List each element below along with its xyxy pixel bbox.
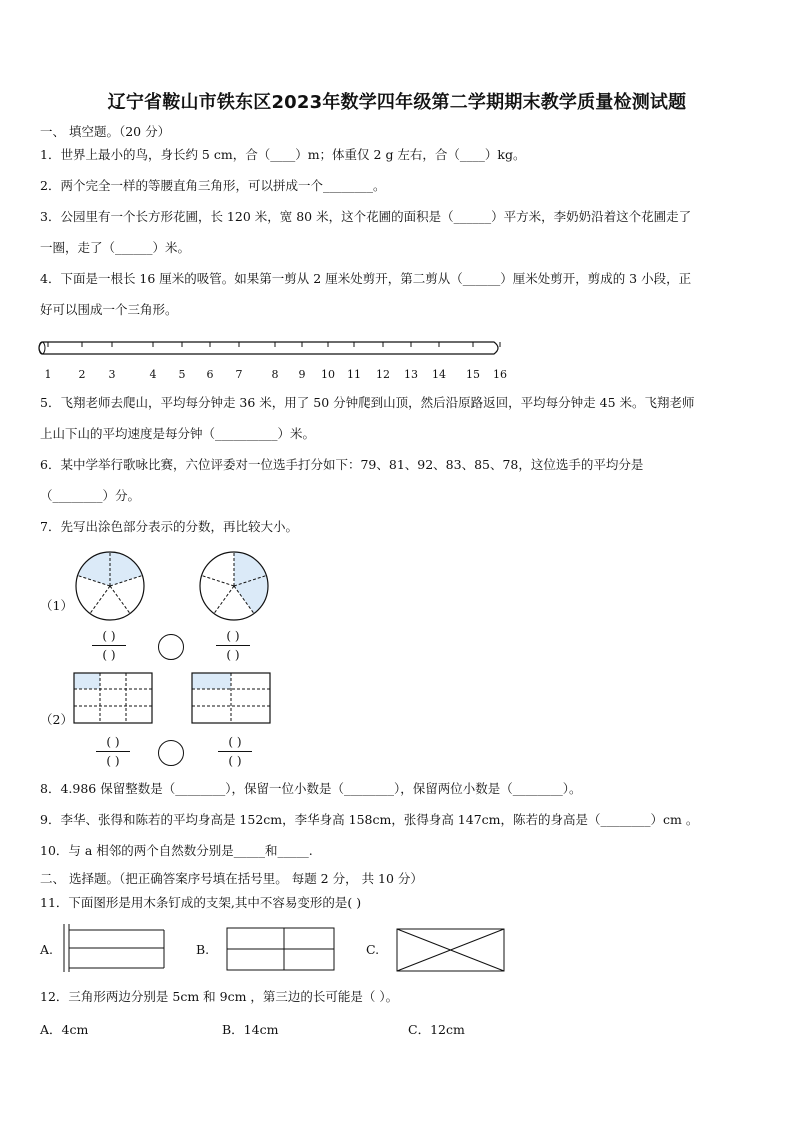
ruler-tick-label: 14 bbox=[432, 368, 446, 381]
question-7: 7．先写出涂色部分表示的分数，再比较大小。 bbox=[40, 519, 298, 534]
ruler-tick-label: 4 bbox=[149, 368, 157, 381]
question-2: 2．两个完全一样的等腰直角三角形，可以拼成一个________。 bbox=[40, 178, 386, 193]
page-title: 辽宁省鞍山市铁东区2023年数学四年级第二学期期末教学质量检测试题 bbox=[107, 92, 687, 113]
ruler-tick-label: 16 bbox=[493, 368, 507, 381]
straw-ruler-figure bbox=[36, 336, 506, 382]
q11-option-c-label[interactable]: C. bbox=[366, 942, 380, 957]
section-fill-blank-heading: 一、 填空题。（20 分） bbox=[40, 124, 171, 139]
question-5-line-2: 上山下山的平均速度是每分钟（__________）米。 bbox=[40, 426, 316, 441]
q7-label-1: （1） bbox=[40, 598, 73, 613]
fraction-blank-1b[interactable]: ( ) ( ) bbox=[210, 628, 256, 663]
question-10: 10．与 a 相邻的两个自然数分别是_____和_____. bbox=[40, 843, 313, 858]
ruler-tick-label: 3 bbox=[108, 368, 116, 381]
q12-option-a[interactable]: A．4cm bbox=[40, 1022, 89, 1037]
question-3-line-2: 一圈，走了（______）米。 bbox=[40, 240, 191, 255]
compare-circle-2[interactable] bbox=[158, 740, 184, 766]
q12-option-b[interactable]: B．14cm bbox=[222, 1022, 279, 1037]
question-6-line-1: 6．某中学举行歌咏比赛，六位评委对一位选手打分如下：79、81、92、83、85、78，这位选手的平均分是 bbox=[40, 457, 644, 472]
ruler-tick-label: 13 bbox=[404, 368, 418, 381]
q11-option-a-figure bbox=[62, 922, 166, 974]
ruler-tick-label: 15 bbox=[466, 368, 480, 381]
question-5-line-1: 5．飞翔老师去爬山，平均每分钟走 36 米，用了 50 分钟爬到山顶，然后沿原路返回，平均每分钟走 45 米。飞翔老师 bbox=[40, 395, 695, 410]
fraction-blank-2a[interactable]: ( ) ( ) bbox=[90, 734, 136, 769]
fraction-blank-1a[interactable]: ( ) ( ) bbox=[86, 628, 132, 663]
question-4-line-1: 4．下面是一根长 16 厘米的吸管。如果第一剪从 2 厘米处剪开，第二剪从（______）厘米处剪开，剪成的 3 小段，正 bbox=[40, 271, 692, 286]
ruler-tick-label: 5 bbox=[178, 368, 186, 381]
ruler-tick-label: 8 bbox=[271, 368, 279, 381]
section-choice-heading: 二、 选择题。（把正确答案序号填在括号里。 每题 2 分， 共 10 分） bbox=[40, 871, 423, 886]
q7-label-2: （2） bbox=[40, 712, 73, 727]
question-6-line-2: （________）分。 bbox=[40, 488, 141, 503]
question-4-line-2: 好可以围成一个三角形。 bbox=[40, 302, 178, 317]
q11-option-b-label[interactable]: B. bbox=[196, 942, 210, 957]
ruler-tick-label: 7 bbox=[235, 368, 243, 381]
ruler-tick-label: 2 bbox=[78, 368, 86, 381]
pie-circle-right bbox=[198, 550, 270, 622]
ruler-tick-label: 12 bbox=[376, 368, 390, 381]
question-12: 12．三角形两边分别是 5cm 和 9cm ，第三边的长可能是（ ）。 bbox=[40, 989, 399, 1004]
question-11: 11．下面图形是用木条钉成的支架,其中不容易变形的是( ) bbox=[40, 895, 362, 910]
fraction-blank-2b[interactable]: ( ) ( ) bbox=[212, 734, 258, 769]
grid-rect-left bbox=[74, 673, 152, 723]
grid-rect-right bbox=[192, 673, 270, 723]
question-1: 1．世界上最小的鸟，身长约 5 cm，合（____）m；体重仅 2 g 左右，合（____）kg。 bbox=[40, 147, 526, 162]
question-8: 8．4.986 保留整数是（________），保留一位小数是（________），保留两位小数是（________）。 bbox=[40, 781, 582, 796]
pie-circle-left bbox=[74, 550, 146, 622]
ruler-tick-label: 6 bbox=[206, 368, 214, 381]
q11-option-b-figure bbox=[226, 927, 336, 971]
ruler-tick-label: 10 bbox=[321, 368, 335, 381]
question-9: 9．李华、张得和陈若的平均身高是 152cm，李华身高 158cm，张得身高 147cm，陈若的身高是（________）cm 。 bbox=[40, 812, 699, 827]
compare-circle-1[interactable] bbox=[158, 634, 184, 660]
q12-option-c[interactable]: C．12cm bbox=[408, 1022, 465, 1037]
q11-option-a-label[interactable]: A. bbox=[40, 942, 54, 957]
q11-option-c-figure bbox=[396, 928, 506, 972]
ruler-tick-label: 9 bbox=[298, 368, 306, 381]
ruler-tick-label: 11 bbox=[347, 368, 361, 381]
ruler-tick-label: 1 bbox=[44, 368, 52, 381]
question-3-line-1: 3．公园里有一个长方形花圃，长 120 米，宽 80 米，这个花圃的面积是（______）平方米，李奶奶沿着这个花圃走了 bbox=[40, 209, 692, 224]
